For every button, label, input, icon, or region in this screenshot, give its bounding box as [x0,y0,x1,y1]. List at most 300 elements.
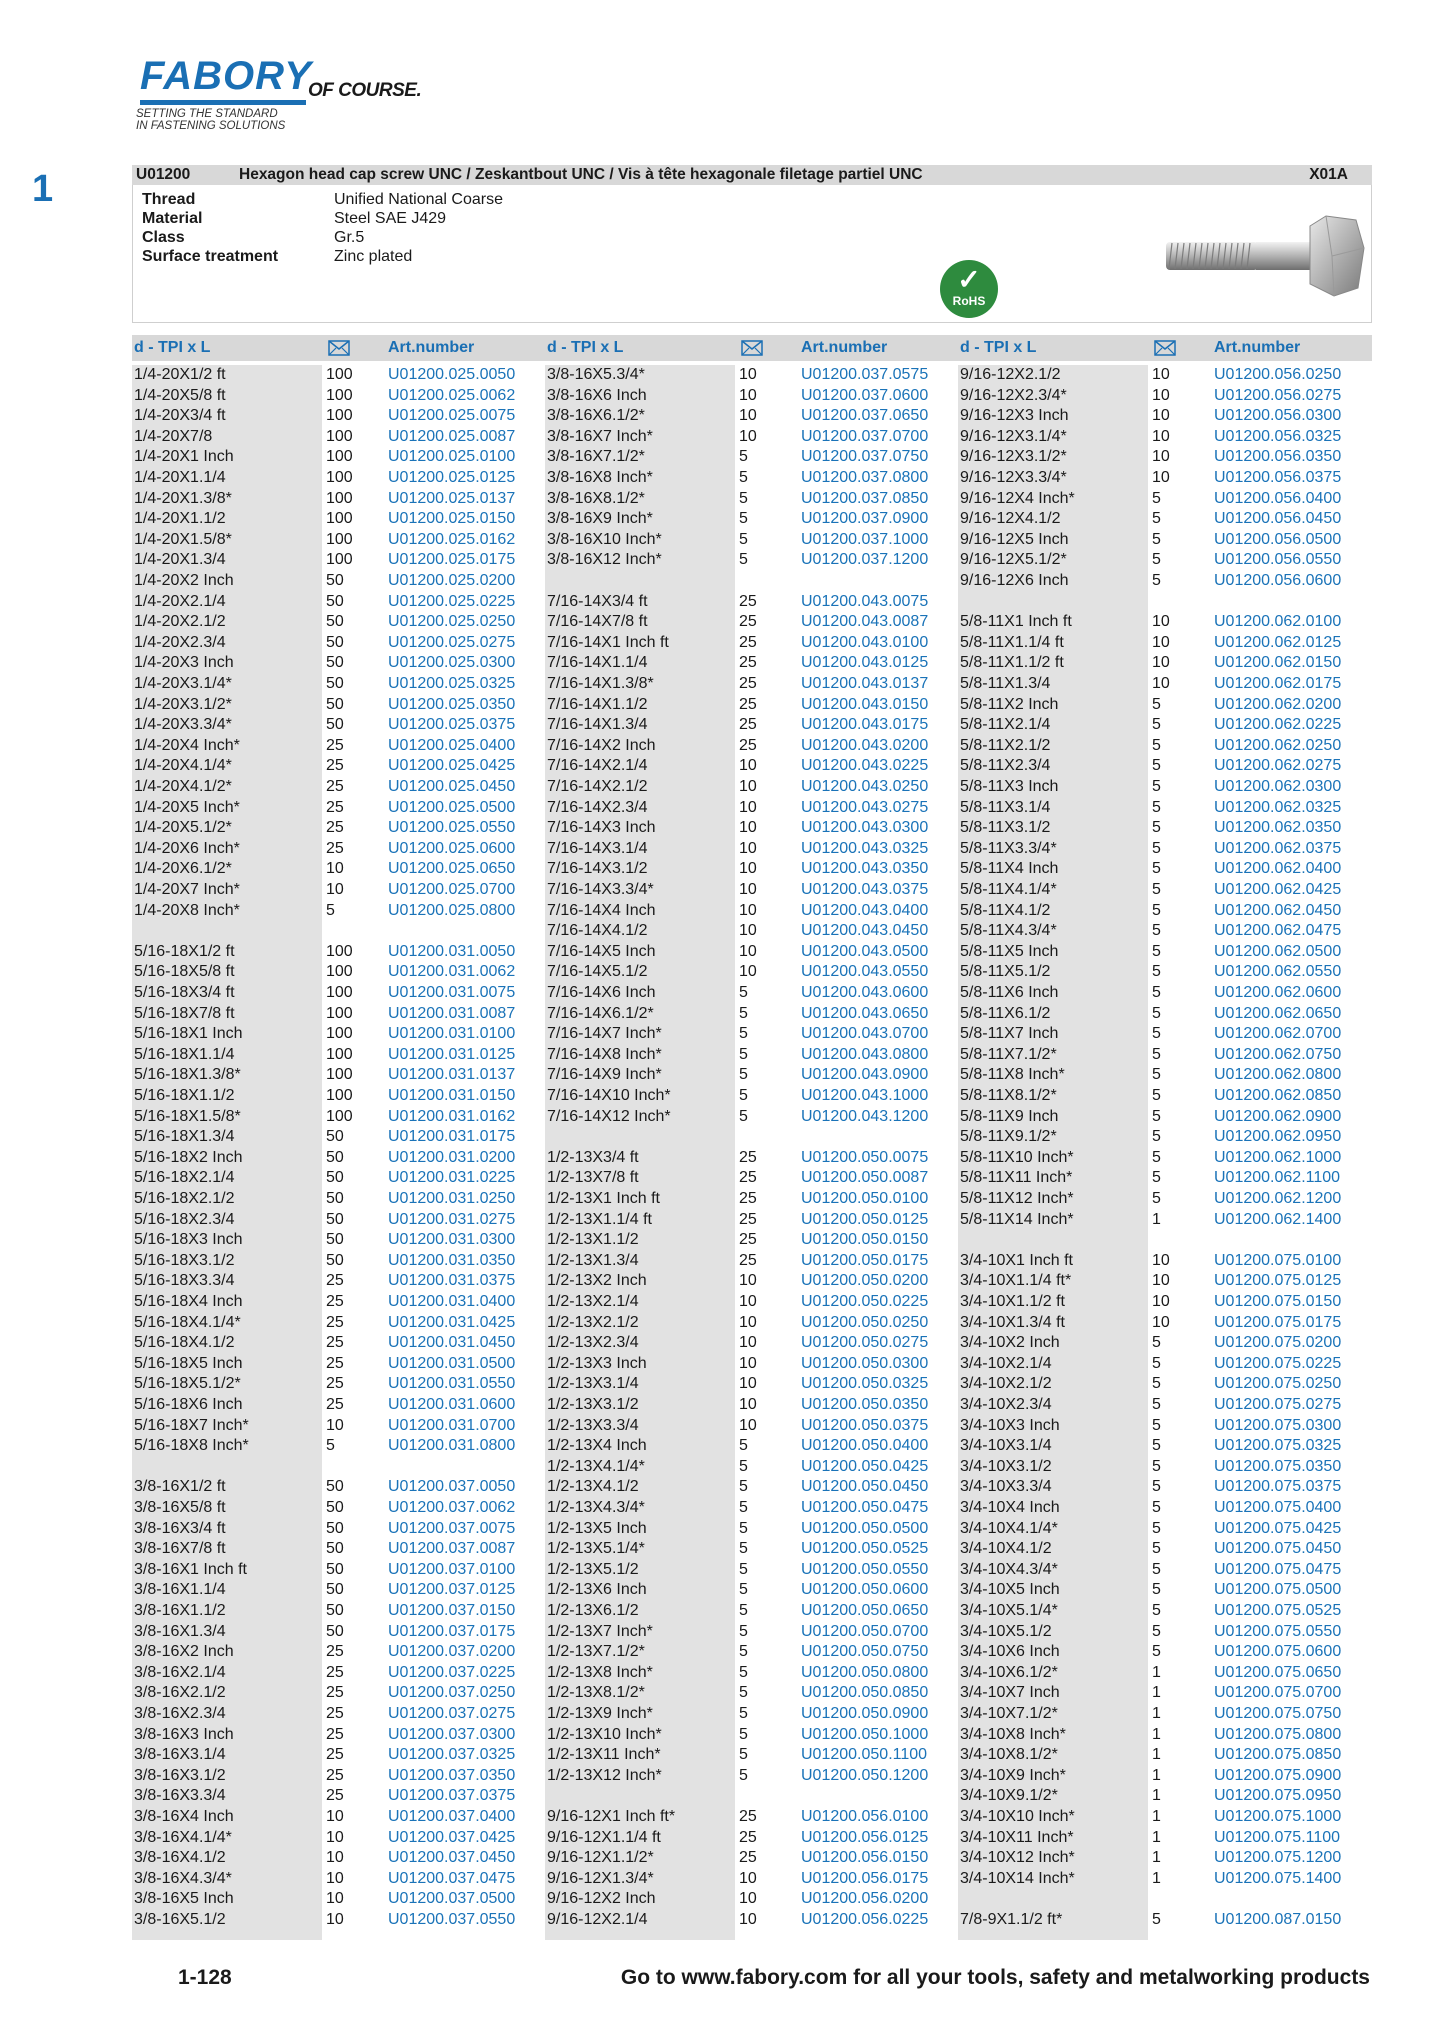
product-table-column-2 [545,365,955,1940]
table-row [132,1024,542,1045]
size-cell: 1/4-20X1.3/8* [134,489,232,507]
table-row [545,1189,955,1210]
article-number-cell: U01200.043.0175 [801,716,929,734]
table-row [545,489,955,510]
size-cell: 1/4-20X4 Inch* [134,736,240,754]
quantity-cell: 100 [326,366,353,383]
table-row [958,1024,1368,1045]
table-row [545,1148,955,1169]
spec-value: Steel SAE J429 [334,210,447,227]
size-cell: 3/4-10X2.3/4 [960,1396,1052,1413]
article-number-cell: U01200.075.0475 [1214,1560,1342,1578]
article-number-cell: U01200.050.0600 [801,1581,929,1599]
article-number-cell: U01200.062.1000 [1214,1148,1342,1166]
size-cell: 3/4-10X3.1/2 [960,1457,1052,1475]
header-art-number: Art.number [1214,339,1301,356]
article-number-cell: U01200.025.0100 [388,448,516,466]
article-number-cell: U01200.043.1000 [801,1087,929,1104]
table-row [132,1230,542,1251]
size-cell: 3/8-16X2 Inch [134,1643,234,1661]
size-cell: 1/4-20X1 Inch [134,448,234,466]
table-row [132,1045,542,1066]
table-row [545,1457,955,1478]
article-number-cell: U01200.031.0700 [388,1416,516,1434]
quantity-cell: 100 [326,407,353,425]
size-cell: 9/16-12X1.1/4 ft [547,1828,661,1846]
table-row [958,1354,1368,1375]
table-row [132,1374,542,1395]
quantity-cell: 5 [739,1107,748,1125]
size-cell: 5/8-11X6 Inch [960,984,1059,1001]
size-cell: 5/16-18X4 Inch [134,1293,243,1310]
size-cell: 5/16-18X1 Inch [134,1025,243,1043]
size-cell: 5/8-11X4.1/2 [960,901,1051,919]
article-number-cell: U01200.037.0250 [388,1684,516,1702]
table-row [545,921,955,942]
quantity-cell: 25 [739,633,757,651]
quantity-cell: 25 [739,1190,757,1207]
table-row [958,1642,1368,1663]
quantity-cell: 50 [326,654,344,672]
product-xcode: X01A [1309,166,1348,183]
table-row [958,1848,1368,1869]
quantity-cell: 100 [326,386,353,404]
table-row [958,550,1368,571]
size-cell: 7/16-14X3 Inch [547,819,656,837]
article-number-cell: U01200.025.0075 [388,407,516,425]
article-number-cell: U01200.031.0550 [388,1375,516,1393]
quantity-cell: 50 [326,1499,344,1516]
article-number-cell: U01200.025.0300 [388,654,516,672]
size-cell: 5/16-18X3/4 ft [134,984,235,1001]
table-row [132,695,542,716]
article-number-cell: U01200.062.0500 [1214,942,1342,960]
quantity-cell: 25 [326,1293,344,1310]
size-cell: 9/16-12X4 Inch* [960,489,1075,507]
article-number-cell: U01200.037.0400 [388,1808,516,1825]
table-row [958,1189,1368,1210]
article-number-cell: U01200.031.0600 [388,1396,516,1413]
article-number-cell: U01200.043.0550 [801,963,929,981]
article-number-cell: U01200.056.0350 [1214,448,1342,466]
quantity-cell: 25 [739,1231,757,1249]
table-row [132,550,542,571]
size-cell: 1/2-13X1 Inch ft [547,1190,660,1207]
size-cell: 9/16-12X1.3/4* [547,1869,654,1887]
quantity-cell: 25 [326,819,344,837]
table-row [958,1395,1368,1416]
quantity-cell: 10 [1152,469,1170,486]
quantity-cell: 5 [1152,1148,1161,1166]
table-row [545,447,955,468]
quantity-cell: 5 [1152,1560,1161,1578]
quantity-cell: 10 [739,942,757,960]
table-row [958,633,1368,654]
quantity-cell: 5 [739,1684,748,1702]
table-row [545,1828,955,1849]
article-number-cell: U01200.075.0750 [1214,1705,1342,1722]
quantity-cell: 10 [326,1869,344,1887]
quantity-cell: 10 [326,1828,344,1846]
table-row [958,1416,1368,1437]
article-number-cell: U01200.075.0450 [1214,1540,1342,1558]
table-row [132,798,542,819]
quantity-cell: 5 [1152,572,1161,589]
quantity-cell: 5 [1152,839,1161,857]
table-row [545,1086,955,1107]
table-row [132,1127,542,1148]
size-cell: 5/8-11X12 Inch* [960,1190,1074,1207]
quantity-cell: 10 [739,1869,757,1887]
table-row [545,695,955,716]
article-number-cell: U01200.075.0600 [1214,1643,1342,1661]
quantity-cell: 5 [326,1437,335,1455]
quantity-cell: 5 [1152,1107,1161,1125]
article-number-cell: U01200.050.0200 [801,1272,929,1290]
table-row [132,633,542,654]
article-number-cell: U01200.025.0450 [388,778,516,795]
table-row [958,1374,1368,1395]
table-row [132,715,542,736]
table-row [545,1395,955,1416]
size-cell: 7/16-14X4 Inch [547,901,656,919]
table-row [545,1519,955,1540]
table-row [545,427,955,448]
table-row [545,1642,955,1663]
table-row [958,1333,1368,1354]
article-number-cell: U01200.043.0400 [801,901,929,919]
size-cell: 3/4-10X1.1/4 ft* [960,1272,1072,1290]
article-number-cell: U01200.043.0100 [801,633,929,651]
table-row [545,530,955,551]
article-number-cell: U01200.062.0550 [1214,963,1342,981]
article-number-cell: U01200.037.0275 [388,1705,516,1722]
table-row [545,1663,955,1684]
size-cell: 5/16-18X3.1/2 [134,1251,235,1269]
table-row [958,1519,1368,1540]
quantity-cell: 10 [739,1890,757,1908]
size-cell: 7/16-14X3.1/2 [547,860,648,878]
article-number-cell: U01200.062.1400 [1214,1210,1342,1228]
size-cell: 5/8-11X1.1/4 ft [960,633,1064,651]
quantity-cell: 25 [326,1746,344,1764]
article-number-cell: U01200.031.0275 [388,1210,516,1228]
article-number-cell: U01200.062.0250 [1214,736,1342,754]
size-cell: 5/16-18X5.1/2* [134,1375,241,1393]
article-number-cell: U01200.062.0650 [1214,1004,1342,1022]
table-row [958,1498,1368,1519]
article-number-cell: U01200.043.0275 [801,798,929,816]
article-number-cell: U01200.043.0600 [801,984,929,1001]
article-number-cell: U01200.056.0250 [1214,366,1342,383]
article-number-cell: U01200.025.0400 [388,736,516,754]
size-cell: 5/8-11X4.3/4* [960,922,1057,940]
table-row [132,1107,542,1128]
quantity-cell: 25 [326,736,344,754]
quantity-cell: 25 [739,675,757,692]
article-number-cell: U01200.037.1200 [801,551,929,569]
size-cell: 7/16-14X1 Inch ft [547,633,669,651]
envelope-icon [1154,340,1176,356]
table-row [958,530,1368,551]
size-cell: 1/4-20X6.1/2* [134,860,232,878]
article-number-cell: U01200.075.0100 [1214,1251,1342,1269]
article-number-cell: U01200.025.0050 [388,366,516,383]
size-cell: 1/4-20X1/2 ft [134,366,226,383]
article-number-cell: U01200.050.0075 [801,1148,929,1166]
quantity-cell: 1 [1152,1684,1161,1702]
table-row [958,509,1368,530]
table-row [958,1004,1368,1025]
table-row [132,736,542,757]
table-row [545,839,955,860]
size-cell: 7/16-14X10 Inch* [547,1087,671,1104]
size-cell: 7/16-14X5 Inch [547,942,656,960]
quantity-cell: 1 [1152,1210,1161,1228]
article-number-cell: U01200.025.0600 [388,839,516,857]
size-cell: 9/16-12X2.1/4 [547,1911,648,1928]
article-number-cell: U01200.062.0450 [1214,901,1342,919]
table-row [958,1828,1368,1849]
table-row [132,530,542,551]
size-cell: 5/8-11X1 Inch ft [960,613,1072,631]
quantity-cell: 50 [326,695,344,713]
product-table-column-1 [132,365,542,1940]
article-number-cell: U01200.050.0175 [801,1251,929,1269]
article-number-cell: U01200.075.0225 [1214,1354,1342,1372]
article-number-cell: U01200.037.0050 [388,1478,516,1496]
size-cell: 7/16-14X1.3/4 [547,716,648,734]
size-cell: 1/4-20X4.1/2* [134,778,232,795]
hex-bolt-image [1160,212,1370,300]
article-number-cell: U01200.025.0062 [388,386,516,404]
article-number-cell: U01200.050.0350 [801,1396,929,1413]
table-row [958,1477,1368,1498]
size-cell: 1/2-13X9 Inch* [547,1705,653,1722]
article-number-cell: U01200.075.1400 [1214,1869,1342,1887]
table-row [132,880,542,901]
size-cell: 5/8-11X2.1/4 [960,716,1051,734]
quantity-cell: 50 [326,1581,344,1599]
article-number-cell: U01200.062.0375 [1214,839,1342,857]
table-row [958,1725,1368,1746]
table-row [958,1786,1368,1807]
size-cell: 5/16-18X2.3/4 [134,1210,235,1228]
article-number-cell: U01200.031.0500 [388,1354,516,1372]
quantity-cell: 50 [326,1622,344,1640]
size-cell: 1/4-20X5/8 ft [134,386,226,404]
logo-brand: FABORY [140,54,312,98]
size-cell: 3/4-10X1.3/4 ft [960,1313,1065,1331]
table-row [545,1766,955,1787]
quantity-cell: 1 [1152,1725,1161,1743]
article-number-cell: U01200.037.0300 [388,1725,516,1743]
size-cell: 3/8-16X6 Inch [547,386,647,404]
quantity-cell: 10 [326,1416,344,1434]
product-title: Hexagon head cap screw UNC / Zeskantbout UNC / Vis à tête hexagonale filetage partiel UNC [239,166,923,183]
article-number-cell: U01200.050.0250 [801,1313,929,1331]
table-row [958,1107,1368,1128]
table-row [132,818,542,839]
table-row [545,715,955,736]
article-number-cell: U01200.050.0900 [801,1705,929,1722]
article-number-cell: U01200.056.0325 [1214,427,1342,445]
table-row [545,1416,955,1437]
article-number-cell: U01200.031.0087 [388,1004,516,1022]
size-cell: 3/8-16X7/8 ft [134,1540,226,1558]
article-number-cell: U01200.043.0125 [801,654,929,672]
size-cell: 7/16-14X7/8 ft [547,613,648,631]
article-number-cell: U01200.043.0137 [801,675,929,692]
quantity-cell: 100 [326,1107,353,1125]
quantity-cell: 10 [326,1849,344,1867]
article-number-cell: U01200.056.0100 [801,1808,929,1825]
quantity-cell: 50 [326,675,344,692]
article-number-cell: U01200.056.0300 [1214,407,1342,425]
article-number-cell: U01200.025.0500 [388,798,516,816]
table-row [958,1271,1368,1292]
table-row [132,1848,542,1869]
article-number-cell: U01200.043.0300 [801,819,929,837]
article-number-cell: U01200.043.0325 [801,839,929,857]
size-cell: 5/16-18X1.1/4 [134,1045,235,1063]
quantity-cell: 10 [326,1911,344,1928]
quantity-cell: 100 [326,1025,353,1043]
size-cell: 1/2-13X7/8 ft [547,1169,639,1187]
table-row [132,612,542,633]
size-cell: 9/16-12X1 Inch ft* [547,1808,676,1825]
table-row [958,1560,1368,1581]
quantity-cell: 5 [1152,551,1161,569]
table-row [958,1148,1368,1169]
quantity-cell: 50 [326,1169,344,1187]
header-d-tpi-l: d - TPI x L [960,339,1037,356]
quantity-cell: 5 [1152,1519,1161,1537]
size-cell: 1/4-20X8 Inch* [134,901,240,919]
article-number-cell: U01200.075.1000 [1214,1808,1342,1825]
table-row [958,1745,1368,1766]
size-cell: 3/4-10X2.1/2 [960,1375,1052,1393]
quantity-cell: 5 [1152,757,1161,775]
product-table-column-3 [958,365,1368,1940]
size-cell: 5/8-11X8.1/2* [960,1087,1057,1104]
quantity-cell: 10 [326,1808,344,1825]
article-number-cell: U01200.050.0500 [801,1519,929,1537]
table-row [132,983,542,1004]
quantity-cell: 100 [326,1066,353,1084]
size-cell: 3/8-16X1.1/2 [134,1602,226,1619]
table-row [545,509,955,530]
table-row [958,1601,1368,1622]
article-number-cell: U01200.050.1000 [801,1725,929,1743]
table-row [132,1333,542,1354]
article-number-cell: U01200.075.0700 [1214,1684,1342,1702]
size-cell: 3/8-16X2.1/4 [134,1663,226,1681]
quantity-cell: 5 [1152,1396,1161,1413]
size-cell: 3/8-16X6.1/2* [547,407,645,425]
size-cell: 9/16-12X5 Inch [960,530,1069,548]
size-cell: 7/16-14X5.1/2 [547,963,648,981]
size-cell: 7/16-14X6.1/2* [547,1004,654,1022]
quantity-cell: 25 [739,592,757,610]
quantity-cell: 10 [1152,1313,1170,1331]
quantity-cell: 50 [326,1519,344,1537]
size-cell: 3/4-10X4.1/2 [960,1540,1052,1558]
article-number-cell: U01200.043.0450 [801,922,929,940]
quantity-cell: 5 [739,1663,748,1681]
article-number-cell: U01200.075.0400 [1214,1499,1342,1516]
quantity-cell: 5 [739,1622,748,1640]
product-header-bar [132,165,1372,185]
logo-suffix: OF COURSE. [308,80,422,101]
table-row [545,798,955,819]
quantity-cell: 5 [1152,1911,1161,1928]
quantity-cell: 10 [1152,675,1170,692]
article-number-cell: U01200.062.0400 [1214,860,1342,878]
size-cell: 1/4-20X2.1/2 [134,613,226,631]
article-number-cell: U01200.056.0275 [1214,386,1342,404]
article-number-cell: U01200.050.0275 [801,1334,929,1352]
article-number-cell: U01200.043.0250 [801,778,929,795]
table-row [958,1045,1368,1066]
size-cell: 9/16-12X5.1/2* [960,551,1067,569]
size-cell: 1/4-20X2.3/4 [134,633,226,651]
header-d-tpi-l: d - TPI x L [547,339,624,356]
article-number-cell: U01200.056.0225 [801,1911,929,1928]
table-row [132,468,542,489]
quantity-cell: 50 [326,1478,344,1496]
quantity-cell: 25 [326,1684,344,1702]
quantity-cell: 5 [739,1519,748,1537]
quantity-cell: 10 [739,427,757,445]
article-number-cell: U01200.075.1100 [1214,1828,1341,1846]
article-number-cell: U01200.050.0525 [801,1540,929,1558]
article-number-cell: U01200.031.0075 [388,984,516,1001]
table-row [132,1539,542,1560]
quantity-cell: 50 [326,1540,344,1558]
quantity-cell: 10 [739,1416,757,1434]
quantity-cell: 10 [739,778,757,795]
table-row [545,1889,955,1910]
quantity-cell: 1 [1152,1766,1161,1784]
size-cell: 1/4-20X5 Inch* [134,798,240,816]
size-cell: 3/4-10X1 Inch ft [960,1251,1073,1269]
quantity-cell: 10 [739,757,757,775]
article-number-cell: U01200.075.0125 [1214,1272,1342,1290]
article-number-cell: U01200.050.0125 [801,1210,929,1228]
article-number-cell: U01200.050.0325 [801,1375,929,1393]
table-row [132,1786,542,1807]
table-row [958,962,1368,983]
table-row [545,859,955,880]
size-cell: 1/2-13X2 Inch [547,1272,647,1290]
quantity-cell: 5 [1152,1581,1161,1599]
table-row [545,1168,955,1189]
size-cell: 1/2-13X1.3/4 [547,1251,639,1269]
article-number-cell: U01200.031.0100 [388,1025,516,1043]
size-cell: 7/16-14X4.1/2 [547,922,648,940]
size-cell: 3/8-16X1 Inch ft [134,1560,247,1578]
article-number-cell: U01200.037.0800 [801,469,929,486]
quantity-cell: 1 [1152,1869,1161,1887]
size-cell: 1/4-20X2.1/4 [134,592,226,610]
article-number-cell: U01200.056.0600 [1214,572,1342,589]
size-cell: 5/16-18X3.3/4 [134,1272,235,1290]
size-cell: 9/16-12X3.1/2* [960,448,1067,466]
article-number-cell: U01200.056.0150 [801,1849,929,1867]
table-row [545,1045,955,1066]
table-row [545,1848,955,1869]
